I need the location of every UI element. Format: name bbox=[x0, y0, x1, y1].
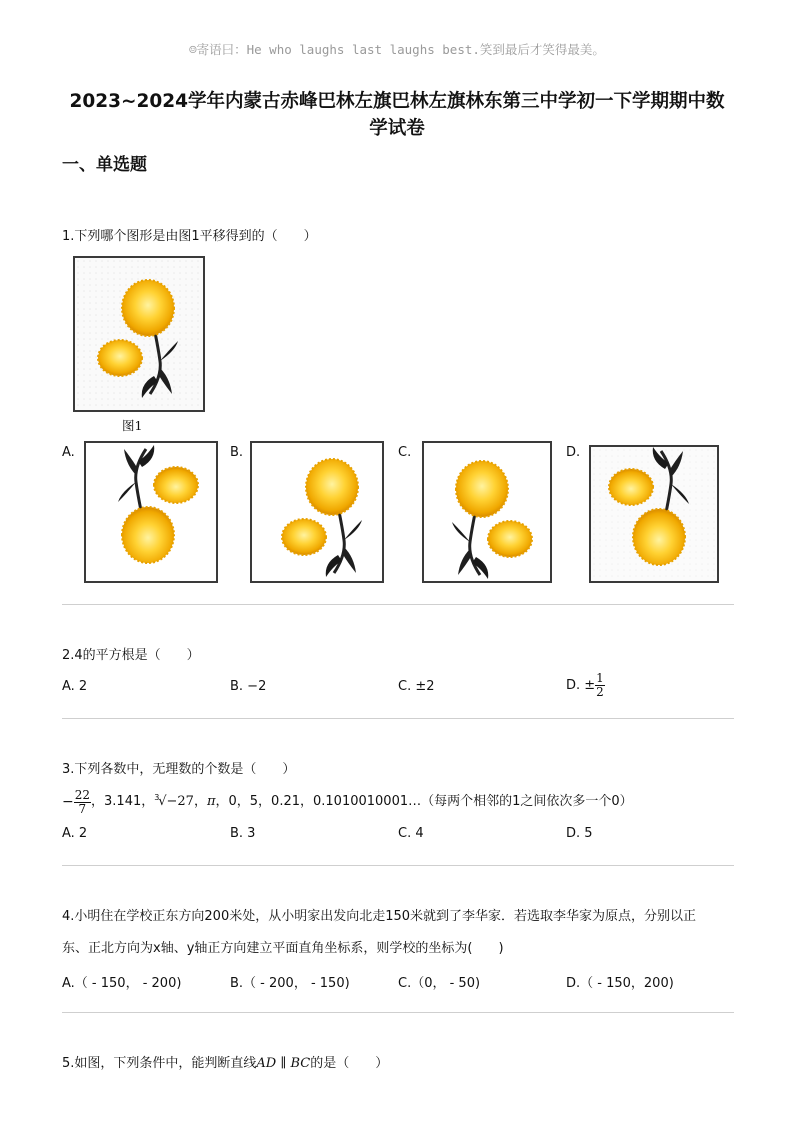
q3-root-body: √−27 bbox=[158, 794, 194, 809]
q2-option-c[interactable]: C. ±2 bbox=[398, 679, 435, 694]
option-d-flowers-image bbox=[591, 447, 717, 581]
q4-option-c[interactable]: C.（0， - 50) bbox=[398, 976, 481, 991]
q2-option-d-fraction bbox=[595, 672, 605, 699]
q3-stem: 3.下列各数中，无理数的个数是（ ） bbox=[62, 762, 296, 777]
q1-option-d-label[interactable]: D. bbox=[566, 445, 581, 460]
figure-1-flowers-image bbox=[75, 258, 203, 410]
q4-stem-line2: 东、正北方向为x轴、y轴正方向建立平面直角坐标系，则学校的坐标为( ) bbox=[62, 941, 504, 956]
exam-title bbox=[40, 88, 754, 142]
q2-stem: 2.4的平方根是（ ） bbox=[62, 648, 200, 663]
q1-option-a-label[interactable]: A. bbox=[62, 445, 75, 460]
q1-option-b-label[interactable]: B. bbox=[230, 445, 244, 460]
q1-figure-1 bbox=[73, 256, 205, 412]
q3-list-part-c: ，0，5，0.21，0.1010010001…（每两个相邻的1之间依次多一个0） bbox=[215, 794, 633, 809]
divider-q2 bbox=[62, 718, 734, 719]
q3-fraction-denominator: 7 bbox=[78, 801, 87, 816]
motto-header: ☺寄语曰：He who laughs last laughs best.笑到最后才笑得最美。 bbox=[189, 42, 605, 57]
q2-option-d[interactable] bbox=[566, 672, 605, 699]
q4-option-d[interactable]: D.（ - 150，200) bbox=[566, 976, 674, 991]
q1-option-c-image[interactable] bbox=[422, 441, 552, 583]
q2-option-b[interactable]: B. −2 bbox=[230, 679, 267, 694]
q1-figure-caption: 图1 bbox=[122, 418, 143, 433]
option-a-flowers-image bbox=[86, 443, 216, 581]
q3-list-part-b: ， bbox=[193, 794, 207, 809]
q3-neg-sign: − bbox=[62, 794, 74, 810]
q3-option-b[interactable]: B. 3 bbox=[230, 826, 256, 841]
q1-option-b-image[interactable] bbox=[250, 441, 384, 583]
q5-stem-part-b: 的是（ ） bbox=[310, 1056, 389, 1071]
q3-cube-root bbox=[154, 793, 194, 811]
q3-option-a[interactable]: A. 2 bbox=[62, 826, 88, 841]
q3-option-d[interactable]: D. 5 bbox=[566, 826, 593, 841]
divider-q4 bbox=[62, 1012, 734, 1013]
q2-option-d-denominator: 2 bbox=[596, 685, 604, 699]
q2-option-d-prefix: D. ± bbox=[566, 678, 596, 693]
q3-list-part-a: ，3.141， bbox=[91, 794, 155, 809]
q4-option-b[interactable]: B.（ - 200， - 150) bbox=[230, 976, 350, 991]
q3-number-list bbox=[62, 784, 633, 820]
exam-title-line2: 学试卷 bbox=[369, 118, 425, 139]
q1-option-d-image[interactable] bbox=[589, 445, 719, 583]
q3-root-index: 3 bbox=[154, 793, 160, 802]
q1-option-a-image[interactable] bbox=[84, 441, 218, 583]
option-c-flowers-image bbox=[424, 443, 550, 581]
q5-stem-math: AD ∥ BC bbox=[256, 1056, 311, 1071]
q3-pi: π bbox=[206, 794, 216, 809]
q4-stem-line1: 4.小明住在学校正东方向200米处，从小明家出发向北走150米就到了李华家．若选取李华家为原点，分别以正 bbox=[62, 909, 697, 924]
q2-option-d-numerator: 1 bbox=[596, 671, 604, 685]
q2-option-a[interactable]: A. 2 bbox=[62, 679, 88, 694]
exam-title-line1: 2023~2024学年内蒙古赤峰巴林左旗巴林左旗林东第三中学初一下学期期中数 bbox=[69, 91, 725, 112]
q3-fraction-numerator: 22 bbox=[74, 787, 91, 802]
divider-q3 bbox=[62, 865, 734, 866]
q5-stem bbox=[62, 1055, 388, 1073]
q3-fraction bbox=[74, 789, 91, 816]
section-heading: 一、单选题 bbox=[62, 155, 147, 175]
option-b-flowers-image bbox=[252, 443, 382, 581]
divider-q1 bbox=[62, 604, 734, 605]
q1-option-c-label[interactable]: C. bbox=[398, 445, 412, 460]
q5-stem-part-a: 5.如图，下列条件中，能判断直线 bbox=[62, 1056, 257, 1071]
q3-option-c[interactable]: C. 4 bbox=[398, 826, 424, 841]
q4-option-a[interactable]: A.（ - 150， - 200) bbox=[62, 976, 182, 991]
q1-stem: 1.下列哪个图形是由图1平移得到的（ ） bbox=[62, 229, 317, 244]
